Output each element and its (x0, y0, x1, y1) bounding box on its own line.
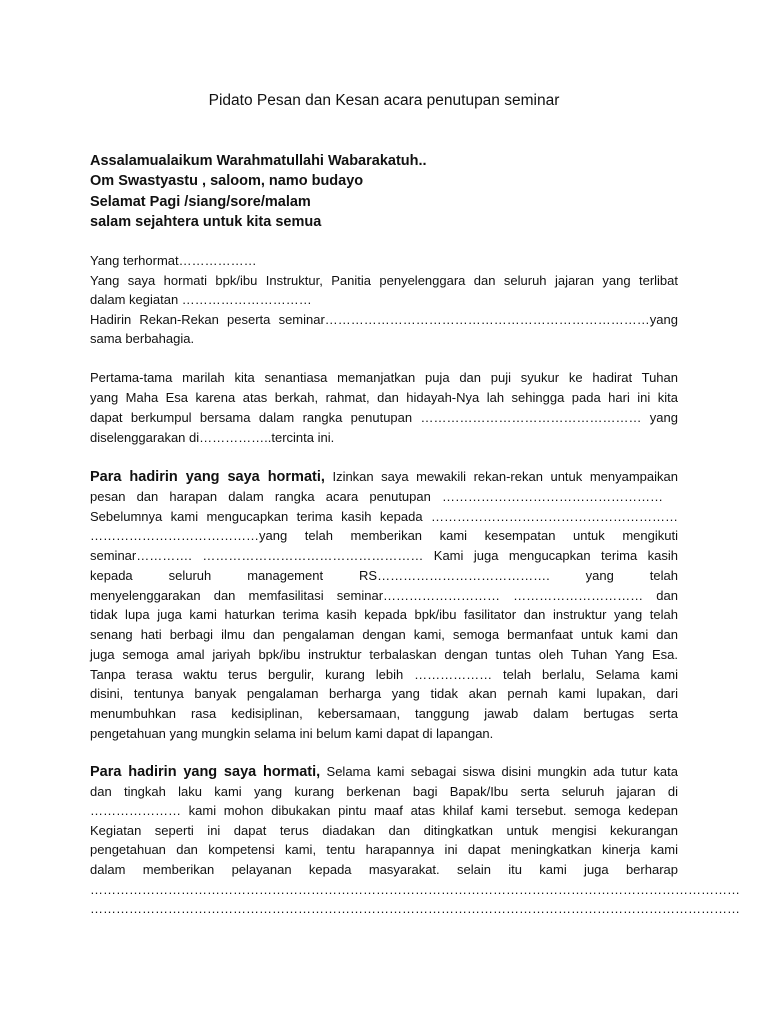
line-text: Selama kami sebagai siswa disini mungkin ada tutur kata (326, 764, 678, 779)
paragraph-line: pengetahuan dan kompetensi kami, tentu harapannya ini dapat meningkatkan kinerja kami (90, 842, 678, 858)
paragraph-line: senang hati berbagi ilmu dan pengalaman dengan kami, semoga bermanfaat untuk kami dan (90, 627, 678, 643)
greeting-line: Selamat Pagi /siang/sore/malam (90, 193, 311, 210)
paragraph-line: pesan dan harapan dalam rangka acara penutupan …………………………………………… (90, 488, 663, 504)
paragraph-line: Hadirin Rekan-Rekan peserta seminar…………………………………………………………………yang (90, 311, 678, 327)
paragraph-line: sama berbahagia. (90, 331, 195, 347)
paragraph-line (90, 467, 678, 487)
paragraph-line: Yang terhormat……………… (90, 253, 257, 268)
paragraph-line: menyelenggarakan dan memfasilitasi seminar……………………… ………………………… dan (90, 587, 678, 603)
line-text: Izinkan saya mewakili rekan-rekan untuk menyampaikan (332, 469, 678, 484)
paragraph-line: dapat berkumpul bersama dalam rangka penutupan …………………………………………… yang (90, 410, 678, 425)
paragraph-line: dalam kegiatan ………………………… (90, 292, 312, 308)
paragraph-line: menumbuhkan rasa kedisiplinan, kebersamaan, tanggung jawab dalam bertugas serta (90, 706, 678, 722)
paragraph-line: …………………………………yang telah memberikan kami kesempatan untuk mengikuti (90, 528, 678, 544)
paragraph-opening (90, 368, 678, 448)
document-title: Pidato Pesan dan Kesan acara penutupan seminar (208, 92, 560, 109)
dotted-fill-line: …………………………………………………………………………………………………………………………………… (90, 901, 740, 917)
paragraph-line: ………………… kami mohon dibukakan pintu maaf atas khilaf kami tersebut. semoga kedepan (90, 803, 678, 819)
bold-lead-phrase: Para hadirin yang saya hormati, (90, 469, 325, 485)
bold-lead-phrase: Para hadirin yang saya hormati, (90, 764, 321, 780)
paragraph-salutation (90, 251, 678, 349)
paragraph-thanks (90, 467, 678, 744)
paragraph-line: dan tingkah laku kami yang kurang berkenan bagi Bapak/Ibu serta seluruh jajaran di (90, 783, 678, 799)
dotted-fill-line: …………………………………………………………………………………………………………………………………… (90, 881, 740, 897)
paragraph-line: Tanpa terasa waktu terus bergulir, kurang lebih ……………… telah berlalu, Selama kami (90, 666, 678, 682)
paragraph-line: diselenggarakan di……………..tercinta ini. (90, 430, 335, 445)
greeting-line: Assalamualaikum Warahmatullahi Wabarakatuh.. (90, 153, 427, 169)
paragraph-line (90, 762, 678, 782)
paragraph-line: Sebelumnya kami mengucapkan terima kasih kepada ………………………………………………… (90, 508, 678, 524)
paragraph-line: Kegiatan seperti ini dapat terus diadakan dan ditingkatkan untuk mengisi kekurangan (90, 822, 678, 838)
paragraph-line: pengetahuan yang mungkin selama ini belum kami dapat di lapangan. (90, 725, 494, 741)
paragraph-line: Pertama-tama marilah kita senantiasa memanjatkan puja dan puji syukur ke hadirat Tuhan (90, 370, 678, 385)
greeting-line: Om Swastyastu , saloom, namo budayo (90, 173, 364, 190)
paragraph-line: disini, tentunya banyak pengalaman berharga yang tidak akan pernah kami lupakan, dari (90, 686, 678, 702)
paragraph-line: juga semoga amal jariyah bpk/ibu instruktur terbalaskan dengan tuntas oleh Tuhan Yang Esa. (90, 646, 678, 662)
greeting-line: salam sejahtera untuk kita semua (90, 213, 322, 230)
paragraph-line: seminar…………. …………………………………………… Kami juga mengucapkan terima kasih (90, 548, 678, 564)
greetings-block (90, 151, 678, 232)
paragraph-line: Yang saya hormati bpk/ibu Instruktur, Panitia penyelenggara dan seluruh jajaran yang terlibat (90, 272, 678, 288)
paragraph-line: kepada seluruh management RS…………………………………. yang telah (90, 567, 678, 583)
paragraph-line: yang Maha Esa karena atas berkah, rahmat, dan hidayah-Nya lah sehingga pada hari ini kita (90, 390, 678, 405)
paragraph-line: dalam memberikan pelayanan kepada masyarakat. selain itu kami juga berharap (90, 861, 678, 877)
paragraph-apology (90, 762, 740, 919)
paragraph-line: tidak lupa juga kami haturkan terima kasih kepada bpk/ibu fasilitator dan instruktur yang telah (90, 607, 678, 623)
